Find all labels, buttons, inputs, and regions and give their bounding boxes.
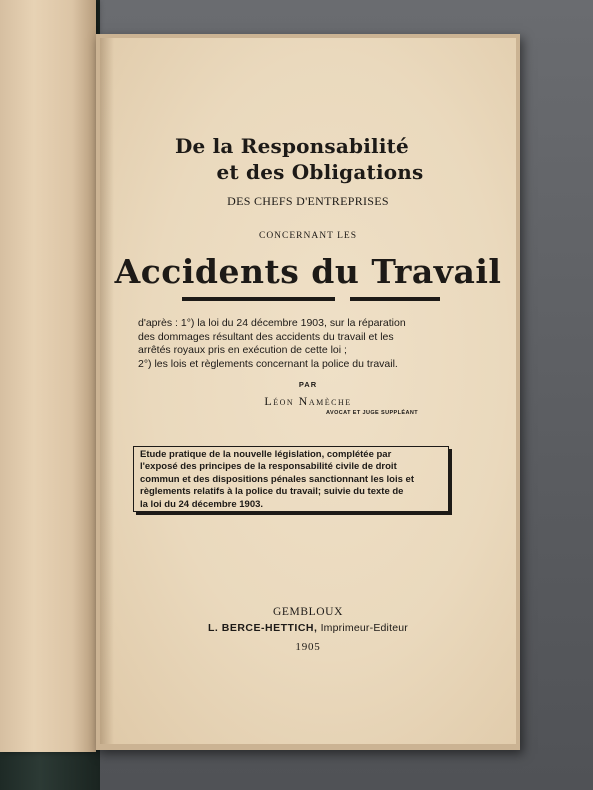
summary-line: la loi du 24 décembre 1903. [140, 498, 264, 510]
description-line: des dommages résultant des accidents du travail et les [138, 330, 394, 343]
publisher-role: Imprimeur-Editeur [320, 622, 408, 634]
main-title: Accidents du Travail [114, 252, 502, 291]
title-line-1: De la Responsabilité [175, 134, 409, 158]
summary-line: commun et des dispositions pénales sanctionnant les lois et [140, 473, 414, 485]
publisher-name: L. BERCE-HETTICH, [208, 622, 318, 634]
author-name: Léon Namèche [264, 394, 352, 408]
publisher [100, 622, 516, 634]
description [138, 317, 458, 371]
title-page [100, 38, 516, 744]
by-label: PAR [298, 380, 318, 389]
description-line: d'après : 1°) la loi du 24 décembre 1903, sur la réparation [138, 317, 406, 329]
summary-line: Etude pratique de la nouvelle législation, complétée par [140, 449, 392, 460]
summary-line: l'exposé des principes de la responsabilité civile de droit [140, 461, 397, 473]
title-line-2: et des Obligations [216, 160, 424, 184]
publication-city: GEMBLOUX [273, 606, 343, 618]
title-underline-2 [350, 297, 440, 301]
summary-line: règlements relatifs à la police du travail; suivie du texte de [140, 486, 404, 498]
publication-year: 1905 [295, 641, 321, 653]
author-title: AVOCAT ET JUGE SUPPLÉANT [326, 410, 418, 416]
left-page [0, 0, 96, 752]
description-line: 2°) les lois et règlements concernant la police du travail. [138, 357, 398, 370]
description-line: arrêtés royaux pris en exécution de cette loi ; [138, 344, 347, 356]
subtitle: DES CHEFS D'ENTREPRISES [227, 194, 389, 208]
concernant-label: CONCERNANT LES [258, 231, 357, 241]
title-underline-1 [182, 297, 335, 301]
summary-box [133, 446, 449, 512]
